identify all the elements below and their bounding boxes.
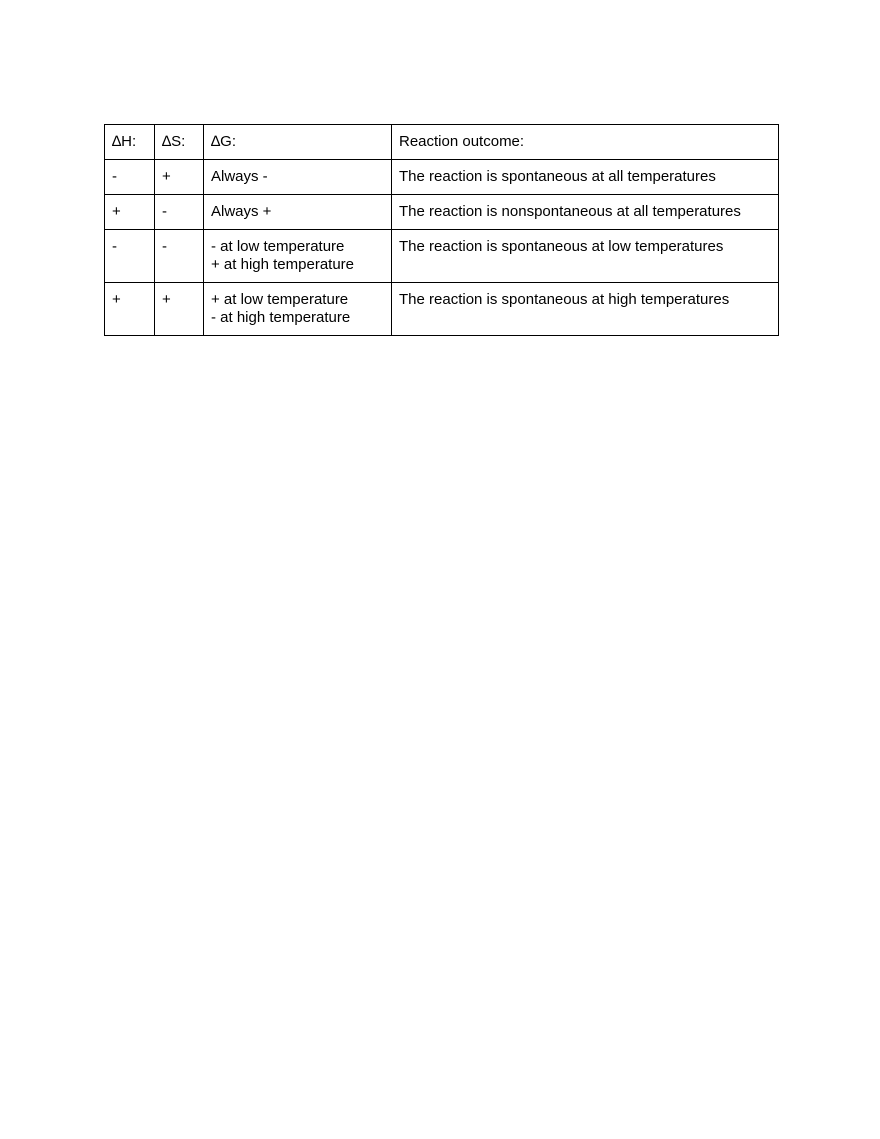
cell-delta-h: -: [105, 160, 155, 195]
table-row: [105, 283, 779, 336]
delta-g-line: Always -: [211, 168, 268, 185]
delta-g-line: + at high temperature: [211, 256, 355, 273]
cell-delta-h: +: [105, 283, 155, 336]
table-row: [105, 195, 779, 230]
cell-delta-s: -: [155, 230, 204, 283]
cell-reaction-outcome: The reaction is nonspontaneous at all temperatures: [392, 195, 779, 230]
cell-delta-h: +: [105, 195, 155, 230]
gibbs-free-energy-table: [104, 124, 779, 336]
header-delta-h: ∆H:: [105, 125, 155, 160]
delta-g-line: + at low temperature: [211, 291, 349, 308]
header-reaction-outcome: Reaction outcome:: [392, 125, 779, 160]
cell-delta-s: +: [155, 160, 204, 195]
header-delta-g: ∆G:: [204, 125, 392, 160]
cell-reaction-outcome: The reaction is spontaneous at high temperatures: [392, 283, 779, 336]
table-row: [105, 230, 779, 283]
delta-g-line: - at low temperature: [211, 238, 345, 255]
cell-delta-g: [204, 283, 392, 336]
cell-reaction-outcome: The reaction is spontaneous at low temperatures: [392, 230, 779, 283]
cell-delta-g: [204, 230, 392, 283]
cell-delta-g: [204, 160, 392, 195]
cell-reaction-outcome: The reaction is spontaneous at all temperatures: [392, 160, 779, 195]
table-row: [105, 160, 779, 195]
delta-g-line: Always +: [211, 203, 272, 220]
header-delta-s: ∆S:: [155, 125, 204, 160]
cell-delta-h: -: [105, 230, 155, 283]
cell-delta-s: +: [155, 283, 204, 336]
table-header-row: [105, 125, 779, 160]
cell-delta-g: [204, 195, 392, 230]
delta-g-line: - at high temperature: [211, 309, 351, 326]
cell-delta-s: -: [155, 195, 204, 230]
